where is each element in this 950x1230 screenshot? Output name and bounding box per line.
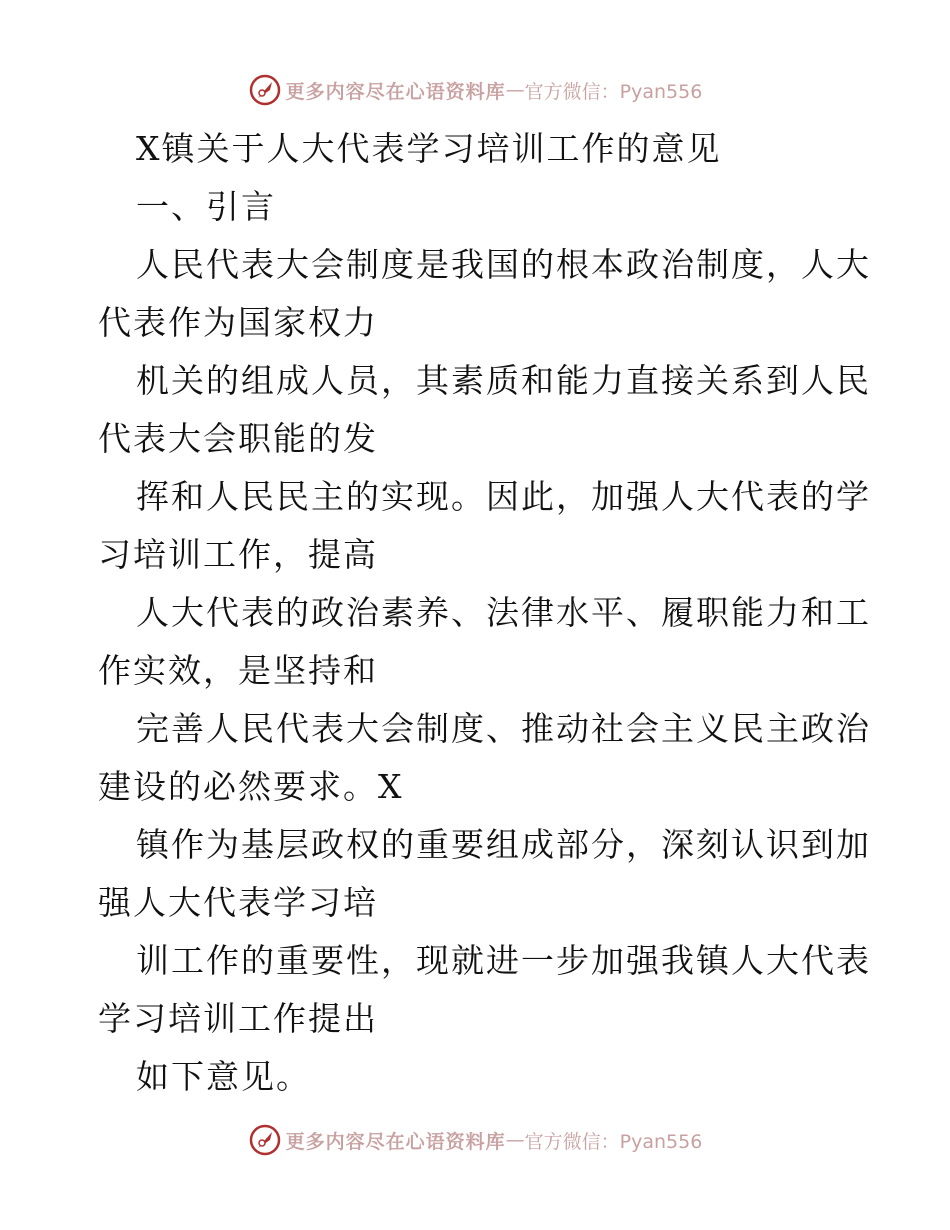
- text-line: 机关的组成人员，其素质和能力直接关系到人民: [136, 361, 871, 400]
- text-line: 人民代表大会制度是我国的根本政治制度，人大: [136, 245, 871, 284]
- document-body: [98, 120, 871, 1106]
- text-line: 强人大代表学习培: [98, 883, 378, 922]
- text-line: 一、引言: [136, 187, 276, 226]
- text-line: 人大代表的政治素养、法律水平、履职能力和工: [136, 593, 871, 632]
- text-line: 挥和人民民主的实现。因此，加强人大代表的学: [136, 477, 871, 516]
- text-line: 如下意见。: [136, 1057, 311, 1096]
- header-banner: [0, 70, 950, 110]
- banner-separator: —: [505, 1129, 525, 1151]
- text-line: 代表作为国家权力: [98, 303, 378, 342]
- text-line: 习培训工作，提高: [98, 535, 378, 574]
- text-line: 代表大会职能的发: [98, 419, 378, 458]
- banner-main-text: 更多内容尽在心语资料库: [285, 80, 506, 103]
- document-title: X镇关于人大代表学习培训工作的意见: [136, 129, 722, 168]
- text-line: 建设的必然要求。X: [98, 767, 404, 806]
- text-line: 训工作的重要性，现就进一步加强我镇人大代表: [136, 941, 871, 980]
- quill-logo-icon: [248, 1123, 282, 1157]
- text-line: 学习培训工作提出: [98, 999, 378, 1038]
- banner-separator: —: [505, 79, 525, 101]
- banner-main-text: 更多内容尽在心语资料库: [285, 1130, 506, 1153]
- quill-logo-icon: [248, 73, 282, 107]
- text-line: 镇作为基层政权的重要组成部分，深刻认识到加: [136, 825, 871, 864]
- banner-sub-text: 官方微信：Pyan556: [524, 1130, 703, 1153]
- footer-banner: [0, 1120, 950, 1160]
- text-line: 作实效，是坚持和: [98, 651, 378, 690]
- banner-sub-text: 官方微信：Pyan556: [524, 80, 703, 103]
- text-line: 完善人民代表大会制度、推动社会主义民主政治: [136, 709, 871, 748]
